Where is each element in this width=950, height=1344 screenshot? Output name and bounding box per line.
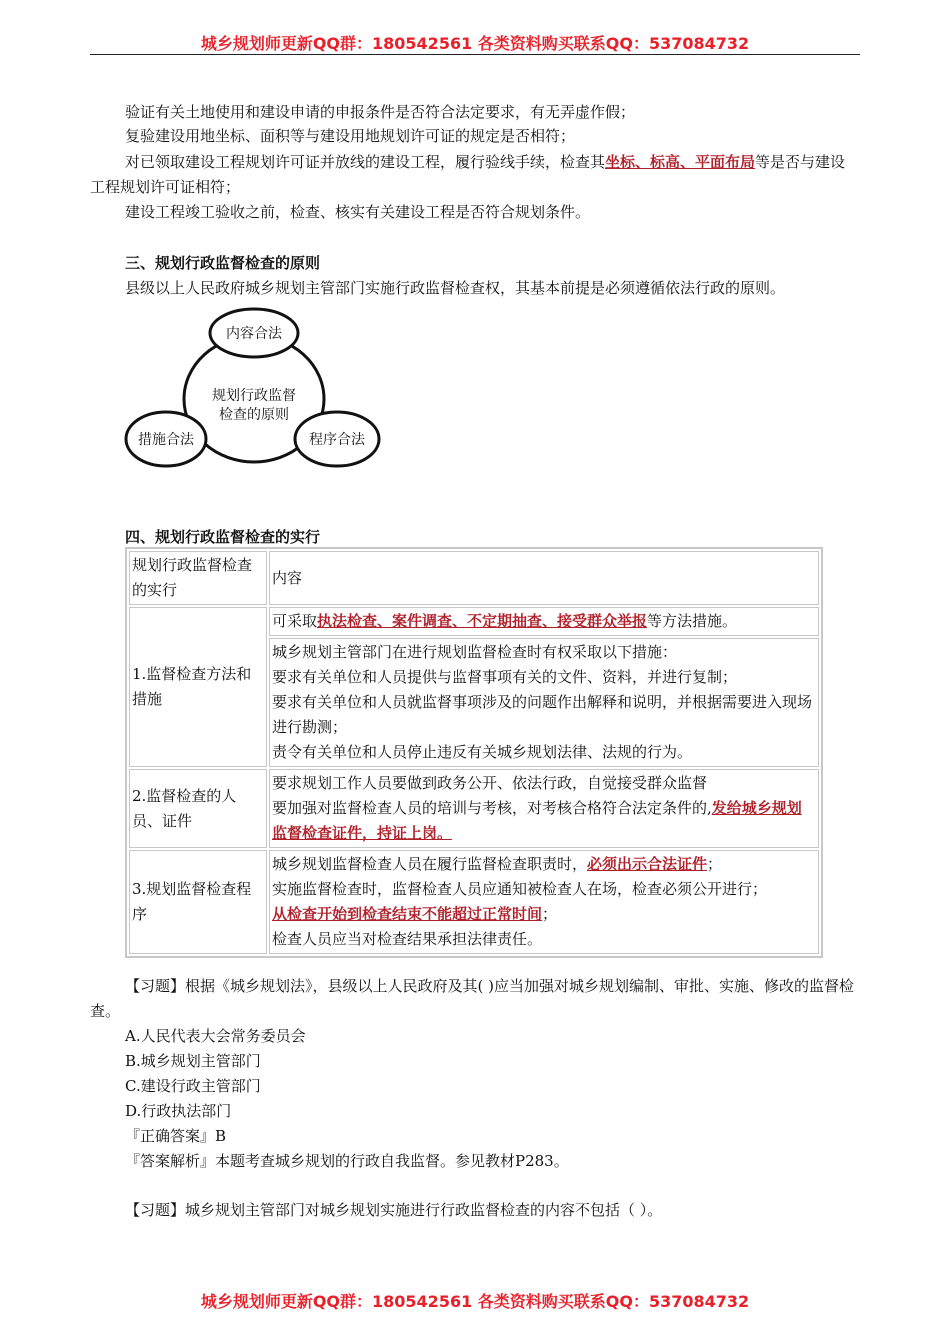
label-center-line1: 规划行政监督 — [212, 388, 296, 404]
row2-line1: 要求规划工作人员要做到政务公开、依法行政，自觉接受群众监督 — [272, 774, 708, 792]
row1-cell-b — [269, 638, 819, 767]
table-row — [129, 850, 819, 954]
exercise1-option-a: A.人民代表大会常务委员会 — [125, 1027, 306, 1045]
intro-para-2: 复验建设用地坐标、面积等与建设用地规划许可证的规定是否相符； — [125, 127, 576, 145]
label-procedure-legal: 程序合法 — [309, 432, 365, 448]
row1-label: 1.监督检查方法和措施 — [129, 607, 267, 767]
row3-line1 — [272, 852, 816, 877]
section3-text: 县级以上人民政府城乡规划主管部门实施行政监督检查权，其基本前提是必须遵循依法行政的原则。 — [125, 279, 786, 297]
row2-label: 2.监督检查的人员、证件 — [129, 769, 267, 848]
intro-para-1: 验证有关土地使用和建设申请的申报条件是否符合法定要求，有无弄虚作假； — [125, 103, 636, 121]
row3-cell — [269, 850, 819, 954]
row1b-line4: 责令有关单位和人员停止违反有关城乡规划法律、法规的行为。 — [272, 743, 693, 761]
row3-line3-post: ； — [542, 905, 558, 923]
row3-line1-highlight: 必须出示合法证件 — [587, 855, 708, 873]
row2-cell — [269, 769, 819, 848]
exercise2-question: 【习题】城乡规划主管部门对城乡规划实施进行行政监督检查的内容不包括（ ）。 — [125, 1201, 663, 1219]
row2-line2-pre: 要加强对监督检查人员的培训与考核，对考核合格符合法定条件的, — [272, 799, 712, 817]
intro-para-3-text-b: 等是否与建设工程规划许可证相符； — [90, 153, 846, 196]
header-banner: 城乡规划师更新QQ群：180542561 各类资料购买联系QQ：537084732 — [200, 34, 750, 53]
exercise1-option-b: B.城乡规划主管部门 — [125, 1052, 261, 1070]
intro-para-3-text-a: 对已领取建设工程规划许可证并放线的建设工程，履行验线手续，检查其 — [125, 153, 606, 171]
header-divider — [90, 54, 860, 55]
row2-line2-highlight: 发给城乡规划监督检查证件，持证上岗。 — [272, 799, 802, 842]
table-row — [129, 607, 819, 636]
row1a-highlight: 执法检查、案件调查、不定期抽查、接受群众举报 — [317, 612, 648, 630]
row3-line4: 检查人员应当对检查结果承担法律责任。 — [272, 930, 543, 948]
label-content-legal: 内容合法 — [226, 326, 282, 342]
row3-line3-highlight: 从检查开始到检查结束不能超过正常时间 — [272, 905, 543, 923]
header-cell-2: 内容 — [269, 551, 819, 605]
row3-line2: 实施监督检查时，监督检查人员应通知被检查人在场，检查必须公开进行； — [272, 880, 768, 898]
exercise1-analysis: 『答案解析』本题考查城乡规划的行政自我监督。参见教材P283。 — [125, 1152, 569, 1170]
exercise1-option-d: D.行政执法部门 — [125, 1102, 232, 1120]
exercise1-option-c: C.建设行政主管部门 — [125, 1077, 261, 1095]
section3-heading: 三、规划行政监督检查的原则 — [125, 254, 321, 272]
row1a-pre: 可采取 — [272, 612, 318, 630]
header-cell-1: 规划行政监督检查的实行 — [129, 551, 267, 605]
row1-cell-a — [269, 607, 819, 636]
intro-para-3-highlight: 坐标、标高、平面布局 — [605, 153, 756, 171]
row1b-line3: 要求有关单位和人员就监督事项涉及的问题作出解释和说明，并根据需要进入现场进行勘测； — [272, 693, 813, 736]
row1b-line2: 要求有关单位和人员提供与监督事项有关的文件、资料，并进行复制； — [272, 668, 738, 686]
row3-line1-post: ； — [707, 855, 723, 873]
principles-diagram — [122, 305, 387, 470]
section4-heading: 四、规划行政监督检查的实行 — [125, 528, 321, 546]
table-row — [129, 769, 819, 848]
implementation-table — [125, 547, 823, 958]
label-center-line2: 检查的原则 — [219, 407, 289, 423]
row3-label: 3.规划监督检查程序 — [129, 850, 267, 954]
label-measures-legal: 措施合法 — [138, 432, 194, 448]
intro-para-4: 建设工程竣工验收之前，检查、核实有关建设工程是否符合规划条件。 — [125, 203, 591, 221]
footer-banner: 城乡规划师更新QQ群：180542561 各类资料购买联系QQ：537084732 — [200, 1292, 750, 1311]
row1a-post: 等方法措施。 — [647, 612, 738, 630]
row3-line1-pre: 城乡规划监督检查人员在履行监督检查职责时， — [272, 855, 588, 873]
exercise1-question: 【习题】根据《城乡规划法》，县级以上人民政府及其( )应当加强对城乡规划编制、审批、实施、修改的监督检查。 — [90, 977, 854, 1020]
row1b-line1: 城乡规划主管部门在进行规划监督检查时有权采取以下措施： — [272, 643, 678, 661]
table-header-row — [129, 551, 819, 605]
row3-line3 — [272, 902, 816, 927]
intro-para-3 — [90, 150, 860, 200]
exercise1-answer: 『正确答案』B — [125, 1127, 227, 1145]
